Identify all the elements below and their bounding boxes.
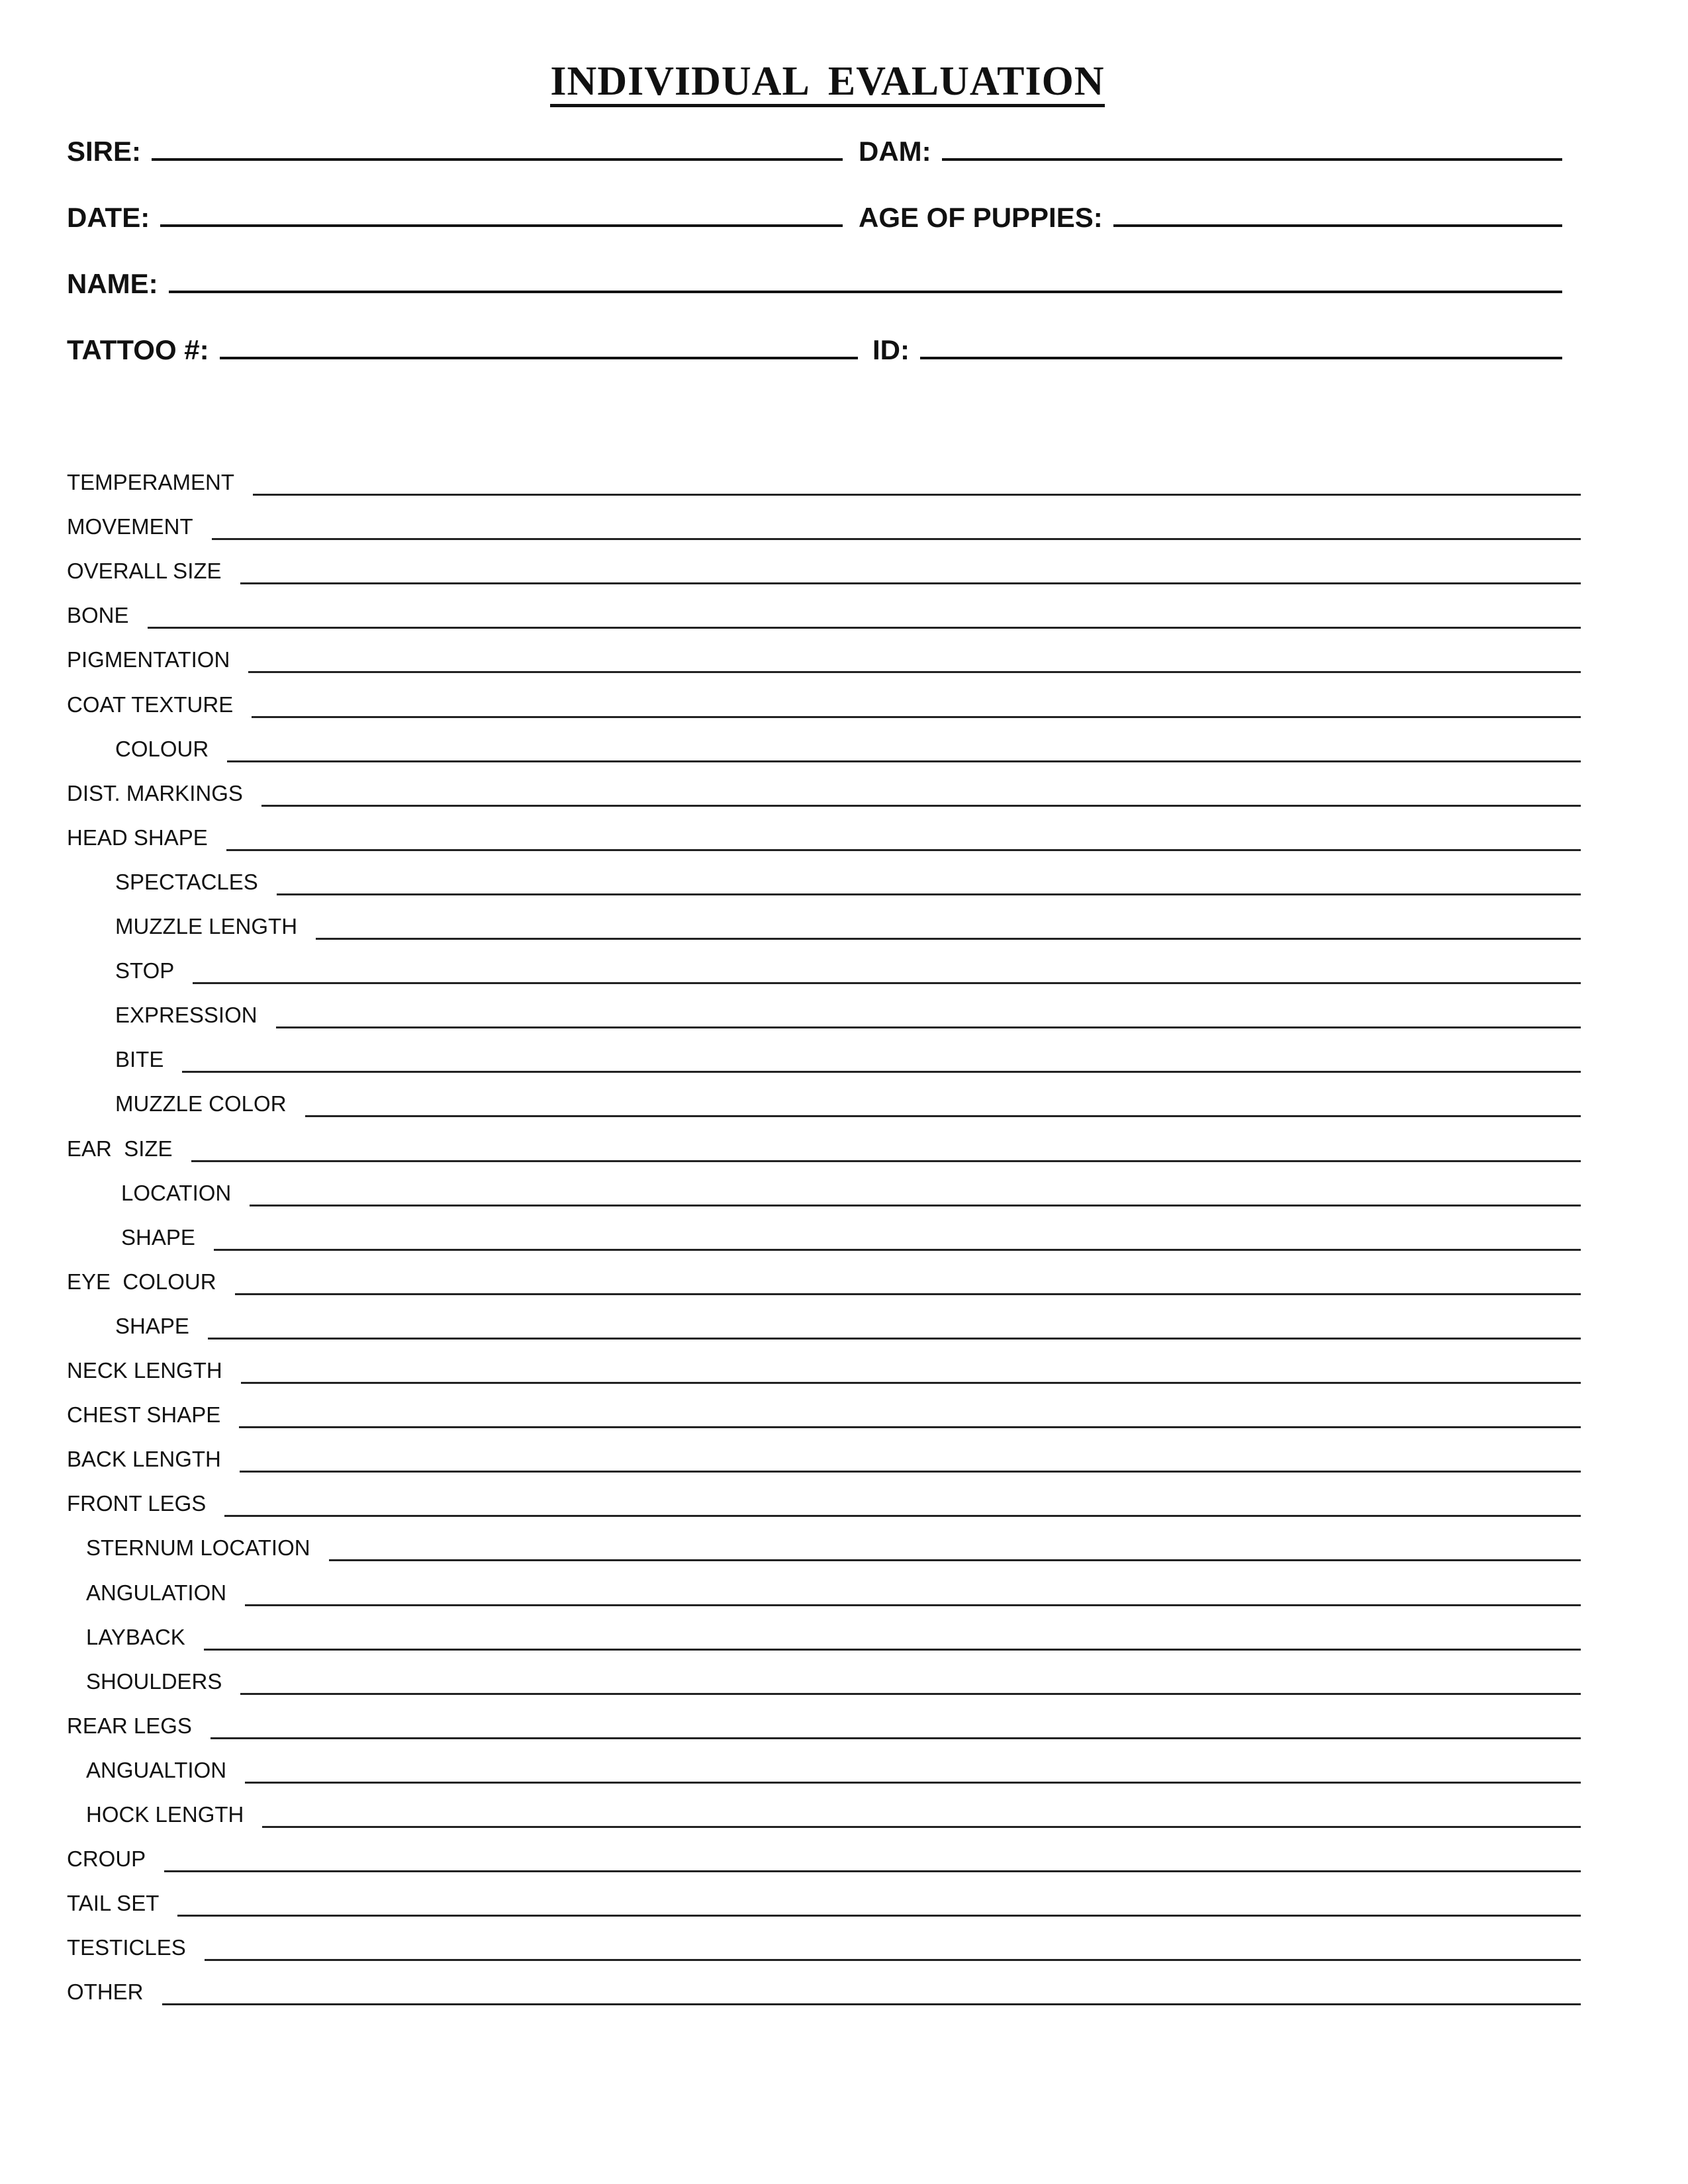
evaluation-row[interactable] [67, 1119, 1581, 1163]
evaluation-row[interactable] [115, 985, 1581, 1030]
evaluation-input-line[interactable] [208, 1338, 1581, 1340]
evaluation-input-line[interactable] [240, 1471, 1581, 1473]
evaluation-row[interactable] [67, 808, 1581, 852]
evaluation-row[interactable] [67, 675, 1581, 719]
tattoo-field[interactable] [67, 334, 858, 366]
evaluation-row[interactable] [115, 1074, 1581, 1118]
evaluation-input-line[interactable] [177, 1915, 1581, 1917]
evaluation-input-line[interactable] [191, 1160, 1581, 1162]
evaluation-input-line[interactable] [227, 760, 1581, 762]
dam-input-line[interactable] [942, 142, 1562, 161]
evaluation-row[interactable] [86, 1652, 1581, 1696]
evaluation-input-line[interactable] [240, 1693, 1581, 1695]
evaluation-row[interactable] [67, 1829, 1581, 1874]
dam-field[interactable] [859, 136, 1562, 167]
evaluation-row[interactable] [67, 541, 1581, 586]
name-input-line[interactable] [169, 275, 1562, 293]
evaluation-row[interactable] [67, 453, 1581, 497]
evaluation-input-line[interactable] [182, 1071, 1581, 1073]
evaluation-label: BITE [115, 1047, 164, 1072]
evaluation-input-line[interactable] [245, 1782, 1581, 1784]
evaluation-label: FRONT LEGS [67, 1491, 207, 1516]
evaluation-row[interactable] [115, 852, 1581, 897]
evaluation-label: COLOUR [115, 736, 209, 761]
evaluation-input-line[interactable] [212, 538, 1581, 540]
evaluation-row[interactable] [67, 1696, 1581, 1741]
evaluation-label: OVERALL SIZE [67, 559, 222, 584]
evaluation-input-line[interactable] [162, 2003, 1581, 2005]
evaluation-label: BONE [67, 603, 129, 628]
evaluation-label: PIGMENTATION [67, 647, 230, 672]
evaluation-label: SHAPE [115, 1313, 189, 1338]
evaluation-row[interactable] [115, 1297, 1581, 1341]
evaluation-label: EAR SIZE [67, 1136, 173, 1161]
evaluation-row[interactable] [67, 1252, 1581, 1297]
evaluation-row[interactable] [115, 1030, 1581, 1074]
evaluation-row[interactable] [115, 719, 1581, 764]
evaluation-row[interactable] [67, 764, 1581, 808]
evaluation-input-line[interactable] [164, 1870, 1581, 1872]
evaluation-label: SPECTACLES [115, 869, 258, 894]
evaluation-input-line[interactable] [276, 1026, 1581, 1028]
evaluation-input-line[interactable] [226, 849, 1581, 851]
evaluation-row[interactable] [67, 586, 1581, 630]
evaluation-label: HOCK LENGTH [86, 1802, 244, 1827]
evaluation-row[interactable] [67, 1474, 1581, 1518]
evaluation-row[interactable] [67, 630, 1581, 674]
evaluation-input-line[interactable] [245, 1604, 1581, 1606]
dam-label: DAM: [859, 136, 931, 167]
evaluation-label: HEAD SHAPE [67, 825, 208, 850]
evaluation-input-line[interactable] [240, 582, 1581, 584]
evaluation-label: TEMPERAMENT [67, 470, 235, 494]
name-label: NAME: [67, 268, 158, 299]
date-field[interactable] [67, 202, 843, 234]
evaluation-input-line[interactable] [253, 494, 1581, 496]
evaluation-row[interactable] [115, 897, 1581, 941]
evaluation-input-line[interactable] [305, 1115, 1581, 1117]
id-field[interactable] [872, 334, 1562, 366]
date-input-line[interactable] [160, 208, 843, 227]
evaluation-label: TAIL SET [67, 1891, 160, 1916]
evaluation-row[interactable] [67, 1874, 1581, 1918]
evaluation-input-line[interactable] [205, 1959, 1581, 1961]
sire-input-line[interactable] [152, 142, 843, 161]
evaluation-input-line[interactable] [316, 938, 1581, 940]
evaluation-row[interactable] [115, 941, 1581, 985]
evaluation-label: ANGUALTION [86, 1757, 227, 1782]
evaluation-label: REAR LEGS [67, 1713, 192, 1738]
evaluation-row[interactable] [86, 1785, 1581, 1829]
evaluation-row[interactable] [86, 1563, 1581, 1608]
evaluation-input-line[interactable] [148, 627, 1581, 629]
evaluation-input-line[interactable] [252, 716, 1581, 718]
evaluation-input-line[interactable] [250, 1205, 1581, 1206]
id-label: ID: [872, 334, 910, 365]
age-of-puppies-label: AGE OF PUPPIES: [859, 202, 1103, 233]
evaluation-label: STERNUM LOCATION [86, 1535, 310, 1561]
evaluation-row[interactable] [86, 1608, 1581, 1652]
evaluation-input-line[interactable] [248, 671, 1581, 673]
id-input-line[interactable] [920, 341, 1562, 359]
evaluation-label: STOP [115, 958, 175, 983]
tattoo-input-line[interactable] [220, 341, 858, 359]
date-label: DATE: [67, 202, 150, 233]
evaluation-input-line[interactable] [239, 1426, 1581, 1428]
evaluation-input-line[interactable] [211, 1737, 1581, 1739]
evaluation-label: BACK LENGTH [67, 1447, 221, 1472]
evaluation-input-line[interactable] [241, 1382, 1581, 1384]
sire-field[interactable] [67, 136, 843, 167]
evaluation-input-line[interactable] [224, 1515, 1581, 1517]
evaluation-input-line[interactable] [262, 1826, 1581, 1828]
evaluation-label: OTHER [67, 1979, 144, 2005]
evaluation-label: SHAPE [121, 1224, 195, 1250]
evaluation-input-line[interactable] [214, 1249, 1581, 1251]
evaluation-label: CHEST SHAPE [67, 1402, 221, 1428]
evaluation-label: LAYBACK [86, 1624, 185, 1649]
evaluation-row[interactable] [67, 1341, 1581, 1385]
evaluation-row[interactable] [121, 1163, 1581, 1208]
evaluation-row[interactable] [67, 1430, 1581, 1474]
evaluation-label: NECK LENGTH [67, 1358, 222, 1383]
evaluation-input-line[interactable] [277, 893, 1581, 895]
evaluation-label: DIST. MARKINGS [67, 780, 243, 805]
evaluation-label: TESTICLES [67, 1935, 186, 1960]
evaluation-row[interactable] [86, 1518, 1581, 1563]
evaluation-row[interactable] [67, 1385, 1581, 1430]
age-of-puppies-input-line[interactable] [1113, 208, 1562, 227]
tattoo-label: TATTOO #: [67, 334, 209, 365]
evaluation-label: MOVEMENT [67, 514, 193, 539]
evaluation-input-line[interactable] [193, 982, 1581, 984]
evaluation-row[interactable] [67, 1918, 1581, 1962]
evaluation-label: EXPRESSION [115, 1003, 258, 1028]
evaluation-input-line[interactable] [235, 1293, 1581, 1295]
sire-label: SIRE: [67, 136, 142, 167]
age-of-puppies-field[interactable] [859, 202, 1562, 234]
evaluation-input-line[interactable] [329, 1559, 1581, 1561]
evaluation-label: CROUP [67, 1846, 146, 1872]
evaluation-label: MUZZLE COLOR [115, 1091, 287, 1116]
evaluation-label: SHOULDERS [86, 1668, 222, 1694]
evaluation-label: MUZZLE LENGTH [115, 914, 298, 938]
evaluation-row[interactable] [67, 1962, 1581, 2007]
evaluation-row[interactable] [121, 1208, 1581, 1252]
evaluation-row[interactable] [86, 1741, 1581, 1785]
evaluation-label: ANGULATION [86, 1580, 227, 1605]
evaluation-label: COAT TEXTURE [67, 692, 234, 717]
evaluation-input-line[interactable] [204, 1649, 1581, 1651]
evaluation-label: LOCATION [121, 1180, 232, 1205]
evaluation-label: EYE COLOUR [67, 1269, 216, 1294]
page-title: INDIVIDUAL EVALUATION [0, 58, 1655, 105]
evaluation-input-line[interactable] [261, 805, 1581, 807]
evaluation-row[interactable] [67, 497, 1581, 541]
name-field[interactable] [67, 268, 1562, 300]
